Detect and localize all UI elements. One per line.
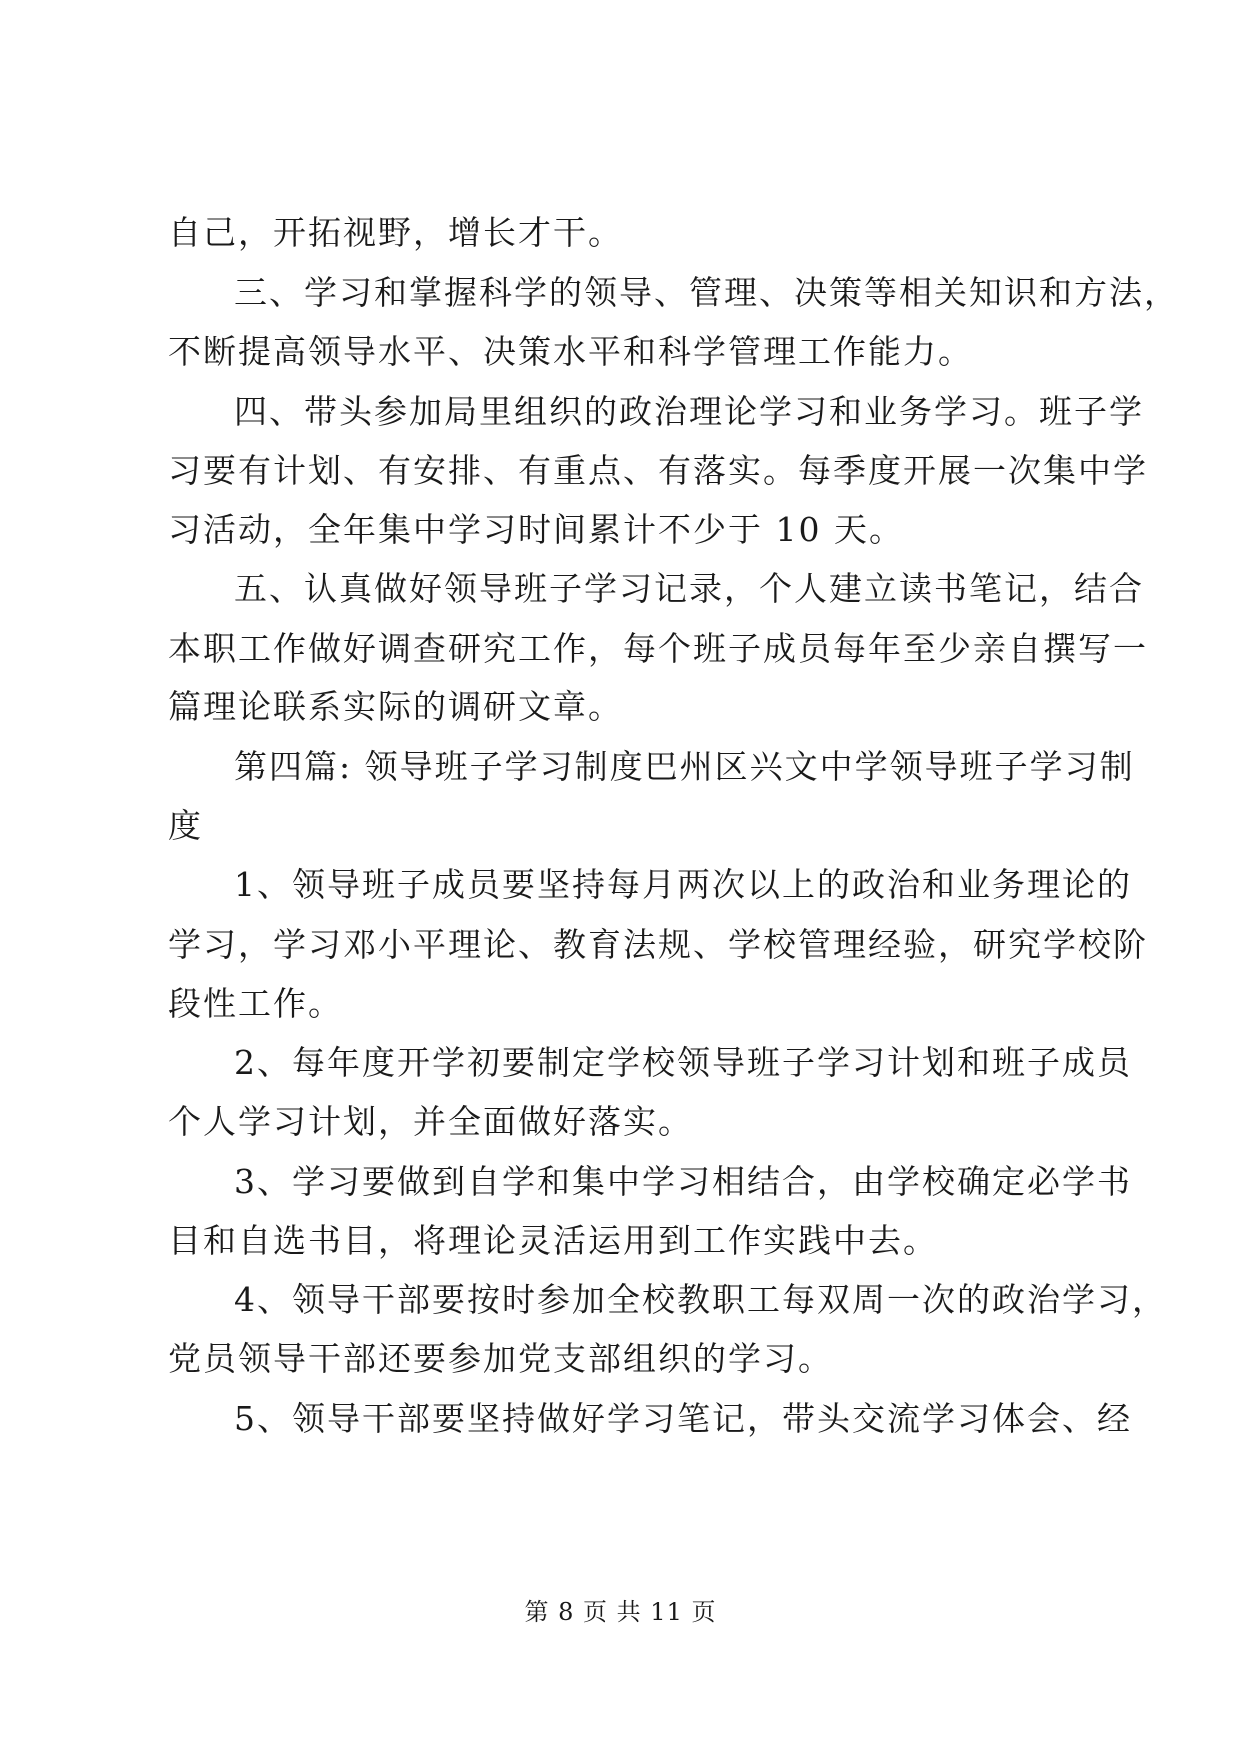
text-line: 1、领导班子成员要坚持每月两次以上的政治和业务理论的 <box>234 865 1132 904</box>
text-line: 个人学习计划，并全面做好落实。 <box>168 1102 693 1141</box>
text-line: 篇理论联系实际的调研文章。 <box>168 687 623 726</box>
text-line: 目和自选书目，将理论灵活运用到工作实践中去。 <box>168 1221 938 1260</box>
text-line: 3、学习要做到自学和集中学习相结合，由学校确定必学书 <box>234 1162 1132 1201</box>
text-line: 段性工作。 <box>168 984 343 1023</box>
text-line: 自己，开拓视野，增长才干。 <box>168 213 623 252</box>
text-line: 本职工作做好调查研究工作，每个班子成员每年至少亲自撰写一 <box>168 629 1148 668</box>
text-line: 学习，学习邓小平理论、教育法规、学校管理经验，研究学校阶 <box>168 925 1148 964</box>
text-line: 四、带头参加局里组织的政治理论学习和业务学习。班子学 <box>234 392 1144 431</box>
text-line: 2、每年度开学初要制定学校领导班子学习计划和班子成员 <box>234 1043 1132 1082</box>
text-line: 三、学习和掌握科学的领导、管理、决策等相关知识和方法， <box>234 273 1179 312</box>
text-line: 不断提高领导水平、决策水平和科学管理工作能力。 <box>168 332 973 371</box>
text-line: 习活动，全年集中学习时间累计不少于 10 天。 <box>168 510 904 549</box>
text-line: 习要有计划、有安排、有重点、有落实。每季度开展一次集中学 <box>168 451 1148 490</box>
text-line: 5、领导干部要坚持做好学习笔记，带头交流学习体会、经 <box>234 1399 1132 1438</box>
section-heading: 度 <box>168 806 203 845</box>
text-line: 五、认真做好领导班子学习记录，个人建立读书笔记，结合 <box>234 569 1144 608</box>
text-line: 4、领导干部要按时参加全校教职工每双周一次的政治学习， <box>234 1280 1167 1319</box>
page-number-footer: 第 8 页 共 11 页 <box>524 1598 717 1626</box>
text-line: 党员领导干部还要参加党支部组织的学习。 <box>168 1339 833 1378</box>
section-heading: 第四篇: 领导班子学习制度巴州区兴文中学领导班子学习制 <box>234 747 1135 786</box>
